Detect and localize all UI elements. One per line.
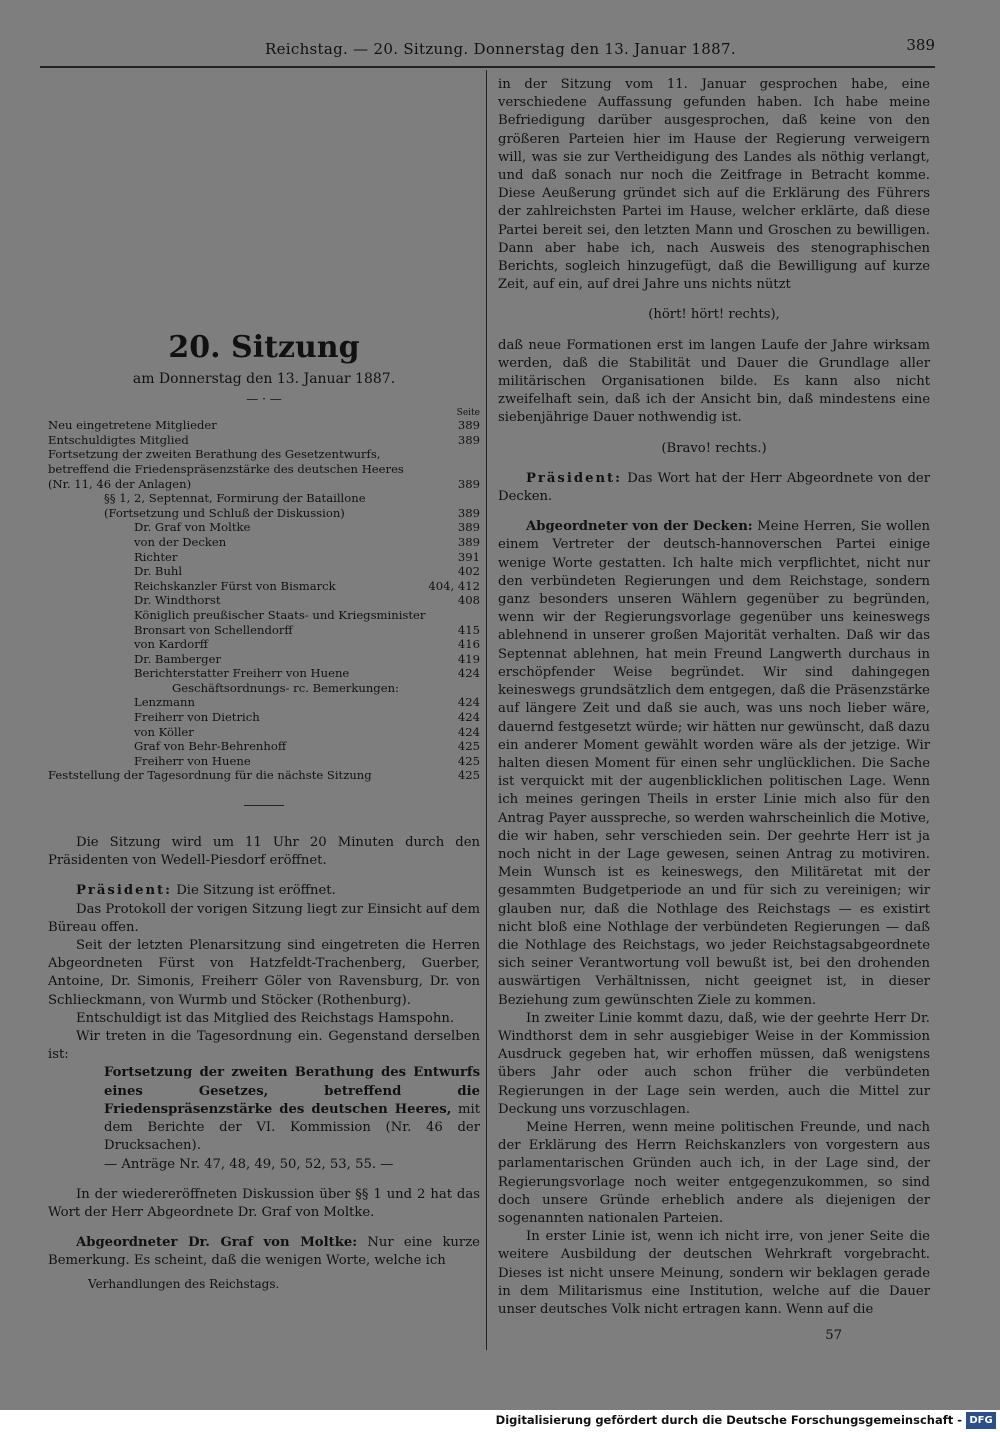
toc-entry-text: Neu eingetretene Mitglieder [48,418,217,433]
footer-left: Verhandlungen des Reichstags. [88,1276,280,1291]
opening-paragraph: Die Sitzung wird um 11 Uhr 20 Minuten durch den Präsidenten von Wedell-Piesdorf eröffnet. [48,835,480,869]
toc-entry [48,520,480,535]
toc-entry-page: 408 [457,593,480,608]
toc-entry [48,710,480,725]
toc-entry-page: 389 [457,432,480,447]
speaker-label: Abgeordneter von der Decken: [526,519,753,535]
toc-entry-text: Fortsetzung der zweiten Berathung des Gesetzentwurfs, betreffend die Friedenspräsenzstärke des deutschen Heeres (Nr. 11, 46 der Anlagen) [48,447,404,491]
toc-entry [48,447,480,491]
toc-separator [244,805,284,806]
toc-entry-text: Dr. Buhl [134,564,183,579]
toc-entry [48,681,480,696]
toc-entry [48,768,480,783]
speech-text: Das Wort hat der Herr Abgeordnete von der Decken. [498,470,930,505]
toc-entry-page: 389 [457,505,480,520]
toc-entry [48,666,480,681]
title-separator: — · — [246,392,282,407]
toc-entry-text: Dr. Graf von Moltke [134,520,251,535]
toc-entry-page: 415 [457,622,480,637]
toc-entry-page: 425 [457,753,480,768]
session-title: 20. Sitzung [168,330,360,365]
toc-entry [48,608,480,637]
speech-text: Meine Herren, Sie wollen einem Vertreter der deutsch-hannoverschen Partei einige wenige Worte gestatten. Ich halte mich verpflichtet, nicht nur den verbündeten Regierungen und dem Reichstage, sondern ganz besonders unseren Wählern gegenüber zu begründen, wenn wir der Regierungsvorlage gegenüber uns keineswegs ablehnend in unserer großen Majorität verhalten. Daß wir das Septennat ablehnen, hat mein Freund Langwerth durchaus in erschöpfender Weise begründet. Wir sind dahingegen keineswegs grundsätzlich dem entgegen, daß die Präsenzstärke auf längere Zeit und daß sie auch, was uns noch lieber wäre, dauernd festgesetzt würde; wir hätten nur gewünscht, daß dazu ein anderer Moment gewählt worden wäre als der jetzige. Wir halten diesen Moment für einen sehr unglücklichen. Die Sache ist verquickt mit der augenblicklichen politischen Lage. Wenn ich meines geringen Theils in erster Linie mich also für den Antrag Payer ausspreche, so werden wahrscheinlich die Motive, die wir haben, sehr verschieden sein. Der geehrte Herr ist ja noch nicht in der Lage gewesen, seinen Antrag zu motiviren. Mein Wunsch ist es keineswegs, den Militäretat mit der gesammten Budgetperiode an und für sich zu vereinigen; wir glauben nur, daß die Nothlage des Reichstags — es existirt nicht bloß eine Nothlage der verbündeten Regierungen — daß die Nothlage des Reichstags, wo jeder Reichstagsabgeordnete sich seiner Verantwortung voll bewußt ist, bei den drohenden auswärtigen Verhältnissen, nicht geeignet ist, in dieser Beziehung zum gewünschten Ziele zu kommen. [498,519,930,1008]
toc-entry-page: 424 [457,666,480,681]
toc-entry-text: Reichskanzler Fürst von Bismarck [134,578,336,593]
header-rule [40,66,935,68]
toc-entry [48,579,480,594]
toc-entry-text: Dr. Windthorst [134,593,221,608]
toc-entry-page: 389 [457,534,480,549]
discussion-paragraph: In der wiedereröffneten Diskussion über §§ 1 und 2 hat das Wort der Herr Abgeordnete Dr. Graf von Moltke. [48,1186,480,1220]
toc-entry-page: 424 [457,710,480,725]
toc-entry-text: Freiherr von Dietrich [134,710,260,725]
table-of-contents [48,418,480,783]
toc-header: Seite [456,408,480,419]
toc-entry [48,593,480,608]
moltke-paragraph [48,1234,480,1270]
toc-entry-page: 391 [457,549,480,564]
toc-entry-page: 425 [457,739,480,754]
speaker-label: Abgeordneter Dr. Graf von Moltke: [76,1235,358,1251]
session-date: am Donnerstag den 13. Januar 1887. [132,371,396,387]
toc-entry [48,652,480,667]
toc-entry [48,433,480,448]
toc-entry-text: von der Decken [134,534,227,549]
dfg-logo-icon: DFG [966,1412,996,1429]
toc-entry [48,637,480,652]
column-divider [486,70,487,1350]
speaker-label: Präsident: [76,883,173,899]
toc-entry-text: §§ 1, 2, Septennat, Formirung der Bataillone (Fortsetzung und Schluß der Diskussion) [104,491,366,520]
toc-entry-text: Graf von Behr-Behrenhoff [134,739,287,754]
toc-entry-page: 404, 412 [428,578,480,593]
toc-entry-page: 424 [457,695,480,710]
toc-entry-text: Dr. Bamberger [134,651,222,666]
toc-entry [48,550,480,565]
toc-entry-text: Richter [134,549,178,564]
toc-entry [48,535,480,550]
running-title: Reichstag. — 20. Sitzung. Donnerstag den 13. Januar 1887. [265,40,736,58]
page-header [40,36,935,64]
decken-paragraph-4: In erster Linie ist, wenn ich nicht irre, von jener Seite die weitere Ausbildung der deutschen Wehrkraft vorgebracht. Dieses ist nicht unsere Meinung, sondern wir beklagen gerade in dem Militarismus eine Institution, welche auf die Dauer unser deutsches Volk nicht ertragen kann. Wenn auf die [498,1229,930,1317]
interjection: (Bravo! rechts.) [661,440,767,456]
toc-entry-text: Feststellung der Tagesordnung für die nächste Sitzung [48,768,372,783]
toc-entry [48,754,480,769]
toc-entry [48,418,480,433]
toc-entry-text: Lenzmann [134,695,195,710]
protocol-paragraph: Das Protokoll der vorigen Sitzung liegt zur Einsicht auf dem Büreau offen. [48,901,480,935]
toc-entry [48,725,480,740]
excused-paragraph: Entschuldigt ist das Mitglied des Reichstags Hamspohn. [76,1010,455,1026]
president-paragraph [498,470,930,506]
toc-entry-text: von Kardorff [134,637,208,652]
interjection: (hört! hört! rechts), [648,307,780,323]
toc-entry [48,491,480,520]
motions-line: — Anträge Nr. 47, 48, 49, 50, 52, 53, 55. — [104,1156,394,1172]
agenda-item-rest: mit dem Berichte der VI. Kommission (Nr. 46 der Drucksachen). [104,1101,480,1154]
president-paragraph [48,882,480,900]
right-column [498,76,930,1345]
moltke-paragraph-2: daß neue Formationen erst im langen Laufe der Jahre wirksam werden, daß die Stabilität und Dauer die Grundlage aller militärischen Organisationen bilde. Es kann also nicht zweifelhaft sein, daß ich der Ansicht bin, daß mindestens eine siebenjährige Dauer nothwendig ist. [498,337,930,426]
toc-entry-text: Berichterstatter Freiherr von Huene [134,666,350,681]
decken-paragraph [498,518,930,1009]
toc-entry-page: 402 [457,564,480,579]
toc-entry-text: Freiherr von Huene [134,753,251,768]
toc-entry-text: Geschäftsordnungs- rc. Bemerkungen: [172,680,399,695]
page-number: 389 [906,36,935,54]
signature-mark: 57 [825,1328,842,1344]
toc-entry-page: 416 [457,637,480,652]
toc-entry-page: 389 [457,418,480,433]
toc-entry-text: von Köller [134,724,194,739]
agenda-item-title: Fortsetzung der zweiten Berathung des Entwurfs eines Gesetzes, betreffend die Friedenspräsenzstärke des deutschen Heeres, [104,1065,480,1117]
agenda-item [48,1064,480,1155]
toc-entry-page: 425 [457,768,480,783]
toc-entry [48,739,480,754]
speech-text: Die Sitzung ist eröffnet. [172,883,336,899]
speech-text: Nur eine kurze Bemerkung. Es scheint, daß die wenigen Worte, welche ich [48,1235,480,1269]
toc-entry [48,695,480,710]
dfg-credit: Digitalisierung gefördert durch die Deutsche Forschungsgemeinschaft - [495,1413,962,1427]
decken-paragraph-3: Meine Herren, wenn meine politischen Freunde, und nach der Erklärung des Herrn Reichskanzlers von vorgestern aus parlamentarischen Gründen auch ich, in der Lage sind, der Regierungsvorlage noch weiter entgegenzukommen, so sind doch unsere Gründe erheblich andere als diejenigen der sogenannten nationalen Parteien. [498,1119,930,1226]
left-column [48,330,480,1293]
joined-paragraph: Seit der letzten Plenarsitzung sind eingetreten die Herren Abgeordneten Fürst von Hatzfeldt-Trachenberg, Guerber, Antoine, Dr. Simonis, Freiherr Göler von Ravensburg, Dr. von Schlieckmann, von Wurmb und Stöcker (Rothenburg). [48,938,480,1008]
toc-entry [48,564,480,579]
toc-entry-page: 419 [457,651,480,666]
toc-entry-text: Königlich preußischer Staats- und Kriegsminister Bronsart von Schellendorff [134,607,426,637]
moltke-continuation: in der Sitzung vom 11. Januar gesprochen habe, eine verschiedene Auffassung gefunden haben. Ich habe meine Befriedigung darüber ausgesprochen, daß keine von den größeren Parteien hier im Hause der Regierung verweigern will, was sie zur Vertheidigung des Landes als nöthig verlangt, und daß sonach nur noch die Zeitfrage in Betracht komme. Diese Aeußerung gründet sich auf die Erklärung des Führers der zahlreichsten Partei im Hause, welcher erklärte, daß diese Partei bereit sei, den letzten Mann und Groschen zu bewilligen. Dann aber habe ich, nach Ausweis des stenographischen Berichts, sogleich hinzugefügt, daß die Bewilligung auf kurze Zeit, auf ein, auf drei Jahre uns nichts nützt [498,77,930,293]
toc-entry-page: 424 [457,724,480,739]
dfg-footer-bar [0,1410,1000,1432]
toc-entry-text: Entschuldigtes Mitglied [48,432,189,447]
speaker-label: Präsident: [526,470,623,486]
toc-entry-page: 389 [457,476,480,491]
agenda-paragraph: Wir treten in die Tagesordnung ein. Gegenstand derselben ist: [48,1029,480,1063]
toc-entry-page: 389 [457,520,480,535]
decken-paragraph-2: In zweiter Linie kommt dazu, daß, wie der geehrte Herr Dr. Windthorst dem in sehr ausgiebiger Weise in der Kommission Ausdruck gegeben hat, wir erhoffen müssen, daß wenigstens übers Jahr oder auch schon früher die verbündeten Regierungen in der Lage sein werden, auch die Mittel zur Deckung uns vorzuschlagen. [498,1010,930,1117]
